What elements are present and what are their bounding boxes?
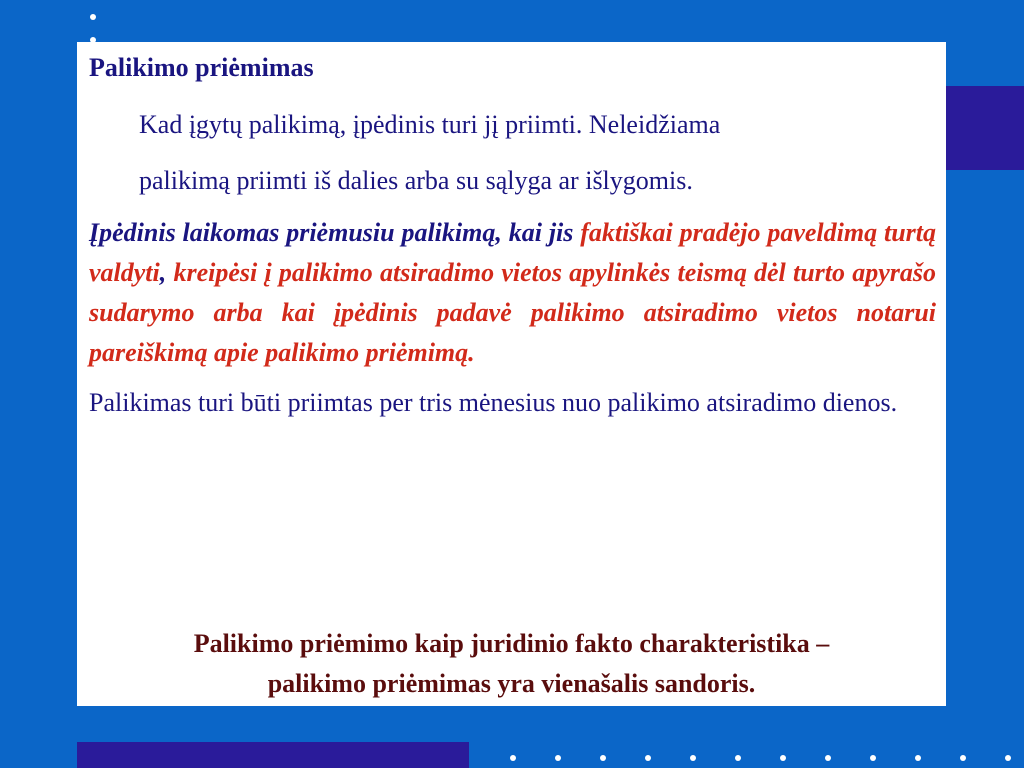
acceptance-rule-paragraph [89, 213, 936, 373]
intro-line-2: palikimą priimti iš dalies arba su sąlyga ar išlygomis. [139, 166, 693, 196]
decor-dot [825, 755, 831, 761]
decor-dot [645, 755, 651, 761]
decor-dot [690, 755, 696, 761]
rule-text-blue: Įpėdinis laikomas priėmusiu palikimą, kai jis [89, 218, 581, 248]
conclusion-line-2: palikimo priėmimas yra vienašalis sandoris. [267, 669, 756, 698]
deadline-paragraph: Palikimas turi būti priimtas per tris mėnesius nuo palikimo atsiradimo dienos. [89, 388, 898, 418]
rule-text-comma: , [159, 258, 174, 288]
decor-dot [960, 755, 966, 761]
conclusion-line-1: Palikimo priėmimo kaip juridinio fakto charakteristika – [193, 629, 830, 658]
decor-dot [735, 755, 741, 761]
decor-dot [90, 14, 96, 20]
decor-dot [780, 755, 786, 761]
decor-accent-bottom [77, 742, 469, 768]
slide-content [89, 52, 936, 423]
rule-text-red-2: kreipėsi į palikimo atsiradimo vietos apylinkės teismą dėl turto apyrašo sudarymo arba kai įpėdinis padavė palikimo atsiradimo vietos notarui pareiškimą apie palikimo priėmimą. [89, 258, 936, 368]
decor-dot [1005, 755, 1011, 761]
conclusion-text [77, 624, 946, 704]
decor-dot [555, 755, 561, 761]
decor-dot [600, 755, 606, 761]
rule-text-red: faktiškai pradėjo paveldimą turtą valdyti [89, 218, 936, 288]
decor-dot [915, 755, 921, 761]
slide-panel [77, 42, 946, 706]
decor-dot [510, 755, 516, 761]
slide-title: Palikimo priėmimas [89, 53, 314, 82]
intro-line-1: Kad įgytų palikimą, įpėdinis turi jį priimti. Neleidžiama [139, 110, 721, 140]
decor-accent-right [946, 86, 1024, 170]
decor-dot [870, 755, 876, 761]
